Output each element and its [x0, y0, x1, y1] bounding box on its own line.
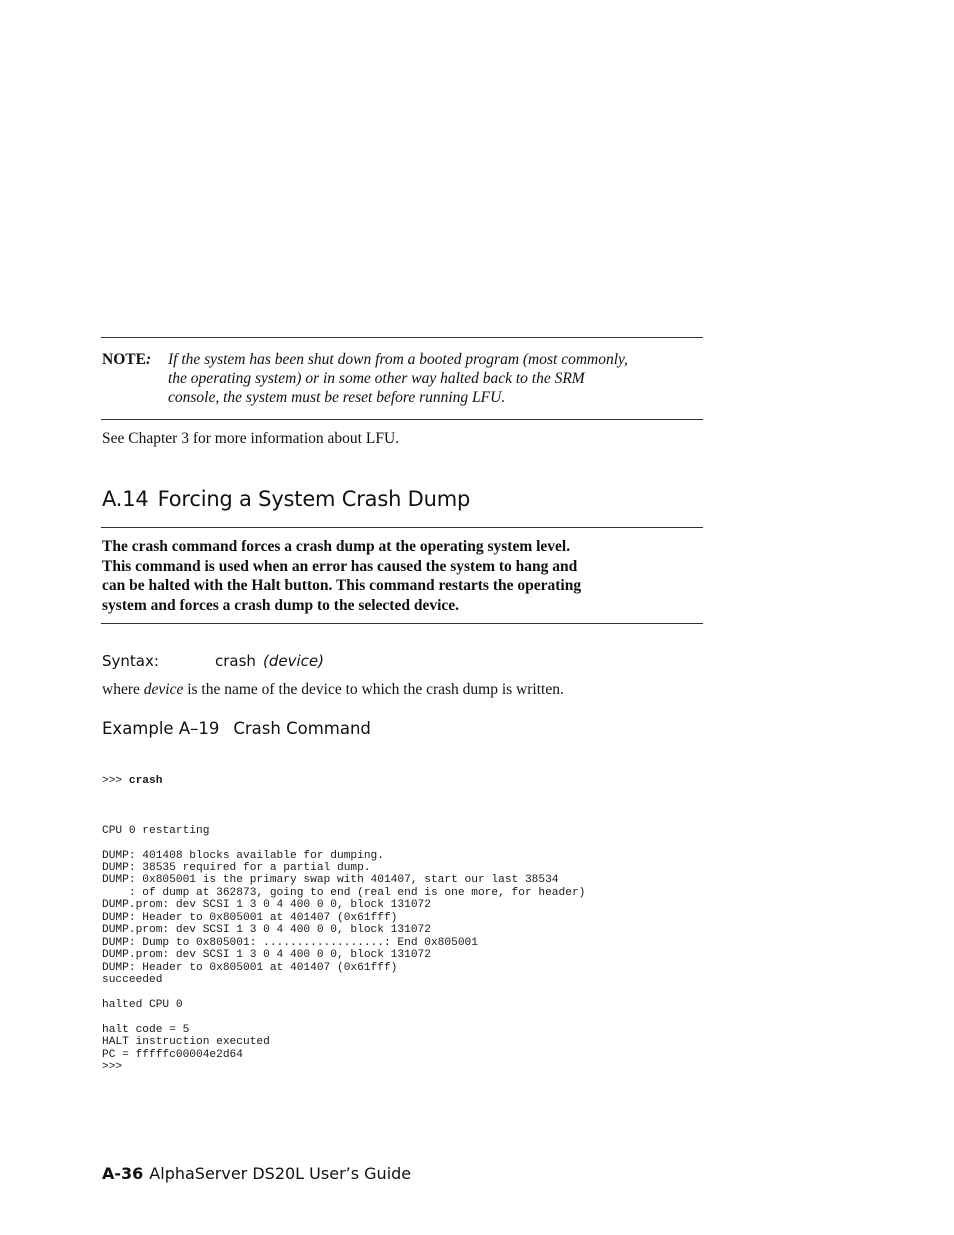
- code-line: [102, 986, 585, 998]
- code-line: DUMP.prom: dev SCSI 1 3 0 4 400 0 0, block 131072: [102, 949, 431, 962]
- note-bottom-rule: [101, 419, 703, 420]
- code-block: [102, 750, 585, 1086]
- code-line: DUMP.prom: dev SCSI 1 3 0 4 400 0 0, block 131072: [102, 924, 431, 937]
- code-line: halted CPU 0: [102, 998, 183, 1011]
- code-line: [102, 812, 585, 824]
- where-term: device: [143, 681, 184, 698]
- syntax-label: Syntax:: [102, 652, 159, 670]
- code-line: DUMP: 38535 required for a partial dump.: [102, 862, 371, 874]
- see-chapter-text: See Chapter 3 for more information about LFU.: [102, 430, 400, 447]
- code-line: DUMP: Header to 0x805001 at 401407 (0x61fff): [102, 911, 398, 924]
- section-number: A.14: [102, 487, 149, 511]
- syntax-argument: (device): [263, 652, 324, 670]
- code-line: CPU 0 restarting: [102, 824, 210, 837]
- note-line: If the system has been shut down from a booted program (most commonly,: [168, 351, 628, 368]
- intro-top-rule: [101, 527, 703, 528]
- code-prompt-line: >>> crash: [102, 774, 163, 787]
- example-number: Example A–19: [102, 719, 220, 738]
- code-line: [102, 837, 585, 849]
- note-body: [168, 350, 708, 407]
- intro-line: The crash command forces a crash dump at the operating system level.: [102, 538, 571, 555]
- intro-line: system and forces a crash dump to the selected device.: [102, 596, 460, 614]
- intro-bottom-rule: [101, 623, 703, 624]
- code-line: halt code = 5: [102, 1023, 190, 1036]
- syntax-command: crash: [215, 652, 256, 670]
- note-line: console, the system must be reset before running LFU.: [168, 389, 506, 406]
- footer-page-number: A-36: [102, 1164, 144, 1183]
- code-line: : of dump at 362873, going to end (real end is one more, for header): [102, 886, 586, 899]
- code-line: DUMP: 401408 blocks available for dumping.: [102, 849, 384, 862]
- code-line: DUMP: Header to 0x805001 at 401407 (0x61fff): [102, 961, 398, 974]
- example-title: Crash Command: [233, 719, 371, 738]
- note-top-rule: [101, 337, 703, 338]
- where-text: where device is the name of the device to which the crash dump is written.: [102, 681, 564, 698]
- intro-line: can be halted with the Halt button. This command restarts the operating: [102, 577, 582, 594]
- code-line: [102, 1011, 585, 1023]
- code-line: succeeded: [102, 973, 163, 986]
- section-heading: [102, 485, 470, 513]
- intro-line: This command is used when an error has caused the system to hang and: [102, 557, 578, 575]
- code-output: [102, 812, 585, 1073]
- code-line: DUMP: 0x805001 is the primary swap with 401407, start our last 38534: [102, 874, 559, 887]
- code-line: HALT instruction executed: [102, 1036, 270, 1049]
- code-line: DUMP.prom: dev SCSI 1 3 0 4 400 0 0, block 131072: [102, 899, 431, 912]
- page-footer: [102, 1163, 411, 1185]
- note-line: the operating system) or in some other way halted back to the SRM: [168, 370, 585, 387]
- section-title: Forcing a System Crash Dump: [157, 487, 471, 511]
- code-line: >>>: [102, 1061, 123, 1073]
- footer-title: AlphaServer DS20L User’s Guide: [149, 1164, 412, 1183]
- intro-paragraph: [102, 537, 702, 615]
- note-label: NOTE:: [102, 351, 152, 368]
- code-command: crash: [128, 774, 163, 787]
- code-line: PC = fffffc00004e2d64: [102, 1048, 243, 1061]
- example-heading: [102, 718, 371, 740]
- code-line: DUMP: Dump to 0x805001: ..................: End 0x805001: [102, 936, 478, 949]
